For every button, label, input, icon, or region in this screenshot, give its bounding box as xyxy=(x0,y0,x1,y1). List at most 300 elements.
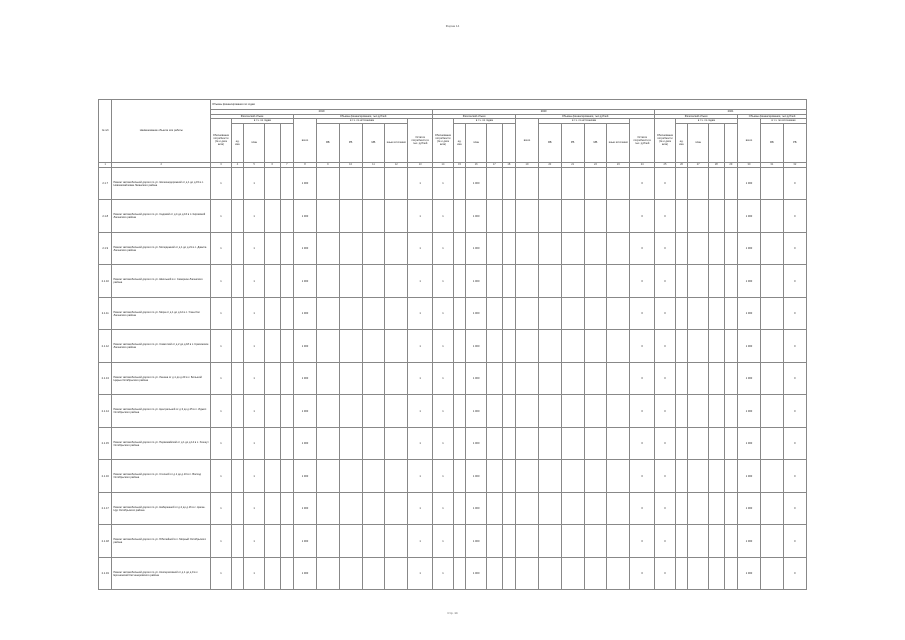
row-empty-cell xyxy=(487,330,503,363)
row-value-cell: 0 xyxy=(783,427,806,460)
row-empty-cell xyxy=(760,232,783,265)
row-value-cell: 1 000 xyxy=(738,492,761,525)
row-empty-cell xyxy=(724,265,737,298)
column-number-cell: 4 xyxy=(231,162,243,167)
row-empty-cell xyxy=(265,232,281,265)
row-empty-cell xyxy=(339,427,362,460)
row-empty-cell xyxy=(362,297,385,330)
row-value-cell: 1 xyxy=(408,395,433,428)
row-value-cell: 1 000 xyxy=(466,362,487,395)
row-value-cell: 0 xyxy=(783,265,806,298)
row-empty-cell xyxy=(688,557,709,590)
row-value-cell: 0 xyxy=(630,200,655,233)
physical-sub-2021: в т.ч. по годам xyxy=(675,119,737,124)
row-value-cell: 1 xyxy=(433,167,454,200)
row-value-cell: 1 xyxy=(211,525,232,558)
row-value-cell: 1 xyxy=(408,167,433,200)
row-empty-cell xyxy=(453,557,465,590)
cell-blank xyxy=(265,123,281,162)
row-empty-cell xyxy=(516,200,539,233)
year-header-2021: 2021 xyxy=(655,110,807,115)
row-value-cell: 1 xyxy=(433,297,454,330)
row-empty-cell xyxy=(607,330,630,363)
row-empty-cell xyxy=(724,427,737,460)
row-empty-cell xyxy=(502,492,515,525)
row-empty-cell xyxy=(231,297,243,330)
row-value-cell: 0 xyxy=(630,330,655,363)
row-value-cell: 1 000 xyxy=(466,460,487,493)
physical-sub-2020: в т.ч. по годам xyxy=(453,119,515,124)
row-value-cell: 1 xyxy=(244,167,265,200)
row-value-cell: 1 000 xyxy=(466,525,487,558)
row-empty-cell xyxy=(675,265,687,298)
table-row xyxy=(99,330,807,363)
row-empty-cell xyxy=(561,265,584,298)
row-value-cell: 0 xyxy=(783,362,806,395)
row-empty-cell xyxy=(280,525,293,558)
row-empty-cell xyxy=(724,167,737,200)
row-value-cell: 1 xyxy=(244,330,265,363)
ostatok-2020: Остаток потребности в тыс. рублей xyxy=(630,119,655,163)
row-value-cell: 0 xyxy=(630,297,655,330)
row-empty-cell xyxy=(231,330,243,363)
row-number-cell: 2.1.11 xyxy=(99,297,112,330)
column-number-cell: 30 xyxy=(738,162,761,167)
row-empty-cell xyxy=(280,330,293,363)
row-empty-cell xyxy=(688,395,709,428)
row-empty-cell xyxy=(385,395,408,428)
row-empty-cell xyxy=(385,330,408,363)
row-empty-cell xyxy=(339,395,362,428)
row-empty-cell xyxy=(760,460,783,493)
row-empty-cell xyxy=(280,427,293,460)
column-number-cell: 18 xyxy=(502,162,515,167)
row-empty-cell xyxy=(339,525,362,558)
row-empty-cell xyxy=(688,427,709,460)
row-name-cell: Ремонт автомобильной дороги по ул. Советской от д.2 до д.18 в с. Красинское Лаганского района xyxy=(112,330,211,363)
row-empty-cell xyxy=(453,330,465,363)
row-value-cell: 1 000 xyxy=(738,362,761,395)
row-value-cell: 1 xyxy=(211,265,232,298)
row-number-cell: 2.1.18 xyxy=(99,525,112,558)
row-empty-cell xyxy=(265,460,281,493)
table-row xyxy=(99,460,807,493)
other-2020: иные источники xyxy=(607,123,630,162)
column-number-cell: 12 xyxy=(385,162,408,167)
row-empty-cell xyxy=(561,395,584,428)
finance-title-2019: Объемы финансирования, тыс.рублей xyxy=(294,114,433,119)
row-value-cell: 0 xyxy=(630,362,655,395)
row-empty-cell xyxy=(453,492,465,525)
row-empty-cell xyxy=(265,265,281,298)
row-name-cell: Ремонт автомобильной дороги по ул. Степной от д.1 до д.10 в п. Восход Октябрьского района xyxy=(112,460,211,493)
row-empty-cell xyxy=(316,362,339,395)
row-value-cell: 1 xyxy=(408,427,433,460)
row-value-cell: 1 000 xyxy=(294,525,317,558)
row-value-cell: 1 000 xyxy=(294,427,317,460)
row-empty-cell xyxy=(339,492,362,525)
row-empty-cell xyxy=(316,200,339,233)
row-name-cell: Ремонт автомобильной дороги по ул. Кооперативной от д.1 до д.9 в с. Ергенинский Кетченеровского района xyxy=(112,557,211,590)
row-empty-cell xyxy=(231,557,243,590)
row-value-cell: 1 000 xyxy=(466,232,487,265)
row-empty-cell xyxy=(724,525,737,558)
row-empty-cell xyxy=(760,525,783,558)
row-value-cell: 1 000 xyxy=(738,460,761,493)
row-empty-cell xyxy=(362,265,385,298)
row-empty-cell xyxy=(584,232,607,265)
row-name-cell: Ремонт автомобильной дороги по ул. Молодежной от д.1 до д.21 в с. Джалга Лаганского района xyxy=(112,232,211,265)
rb-2019: РБ xyxy=(339,123,362,162)
year-header-2020: 2020 xyxy=(433,110,655,115)
row-empty-cell xyxy=(675,395,687,428)
row-empty-cell xyxy=(487,200,503,233)
row-number-cell: 2.1.12 xyxy=(99,330,112,363)
row-empty-cell xyxy=(487,167,503,200)
row-empty-cell xyxy=(584,265,607,298)
row-value-cell: 1 xyxy=(211,395,232,428)
column-number-cell: 10 xyxy=(339,162,362,167)
row-value-cell: 0 xyxy=(783,395,806,428)
row-empty-cell xyxy=(760,492,783,525)
row-name-cell: Ремонт автомобильной дороги по ул. Центральной от д.3 до д.25 в п. Иджил Октябрьского района xyxy=(112,395,211,428)
row-empty-cell xyxy=(502,167,515,200)
row-number-cell: 2.1.8 xyxy=(99,200,112,233)
row-value-cell: 1 000 xyxy=(294,330,317,363)
row-number-cell: 2.1.9 xyxy=(99,232,112,265)
plan-2019: план xyxy=(244,123,265,162)
row-empty-cell xyxy=(584,460,607,493)
row-value-cell: 0 xyxy=(783,297,806,330)
row-empty-cell xyxy=(280,460,293,493)
column-number-cell: 2 xyxy=(112,162,211,167)
rb-2021: РБ xyxy=(783,123,806,162)
row-empty-cell xyxy=(280,200,293,233)
row-empty-cell xyxy=(584,492,607,525)
row-empty-cell xyxy=(362,427,385,460)
column-number-cell: 9 xyxy=(316,162,339,167)
row-empty-cell xyxy=(502,265,515,298)
row-empty-cell xyxy=(316,265,339,298)
row-empty-cell xyxy=(675,362,687,395)
cell-blank xyxy=(709,123,725,162)
row-value-cell: 1 000 xyxy=(738,167,761,200)
row-empty-cell xyxy=(516,265,539,298)
row-empty-cell xyxy=(339,167,362,200)
row-value-cell: 1 xyxy=(211,200,232,233)
row-empty-cell xyxy=(502,232,515,265)
finance-sub-2020: в т.ч. по источникам xyxy=(538,119,629,124)
row-empty-cell xyxy=(675,167,687,200)
row-empty-cell xyxy=(584,362,607,395)
row-empty-cell xyxy=(607,167,630,200)
row-empty-cell xyxy=(502,330,515,363)
row-number-cell: 2.1.19 xyxy=(99,557,112,590)
row-empty-cell xyxy=(538,265,561,298)
row-empty-cell xyxy=(385,167,408,200)
row-value-cell: 1 000 xyxy=(294,232,317,265)
row-value-cell: 1 xyxy=(408,232,433,265)
row-empty-cell xyxy=(362,492,385,525)
row-empty-cell xyxy=(709,297,725,330)
row-empty-cell xyxy=(516,525,539,558)
row-empty-cell xyxy=(724,492,737,525)
row-empty-cell xyxy=(265,395,281,428)
row-value-cell: 1 xyxy=(433,330,454,363)
row-number-cell: 2.1.14 xyxy=(99,395,112,428)
row-empty-cell xyxy=(362,200,385,233)
fb-2020: ФБ xyxy=(538,123,561,162)
row-empty-cell xyxy=(316,297,339,330)
row-value-cell: 1 000 xyxy=(738,525,761,558)
row-empty-cell xyxy=(502,525,515,558)
row-value-cell: 1 000 xyxy=(294,460,317,493)
column-number-cell: 3 xyxy=(211,162,232,167)
row-value-cell: 1 xyxy=(408,362,433,395)
row-value-cell: 0 xyxy=(655,427,676,460)
row-value-cell: 0 xyxy=(783,557,806,590)
row-empty-cell xyxy=(561,200,584,233)
physical-sub-2019: в т.ч. по годам xyxy=(231,119,293,124)
row-empty-cell xyxy=(709,427,725,460)
physical-title-2021: Физический объем xyxy=(655,114,738,119)
row-value-cell: 0 xyxy=(630,460,655,493)
row-empty-cell xyxy=(675,297,687,330)
finance-sub-2021: в т.ч. по источникам xyxy=(760,119,806,124)
row-value-cell: 1 xyxy=(433,232,454,265)
row-empty-cell xyxy=(487,395,503,428)
column-number-cell: 27 xyxy=(688,162,709,167)
row-empty-cell xyxy=(607,395,630,428)
row-empty-cell xyxy=(688,167,709,200)
row-empty-cell xyxy=(265,167,281,200)
row-name-cell: Ремонт автомобильной дороги по ул. Садовой от д.4 до д.16 в п. Кировский Лаганского района xyxy=(112,200,211,233)
row-empty-cell xyxy=(339,232,362,265)
row-empty-cell xyxy=(688,362,709,395)
row-value-cell: 1 xyxy=(433,460,454,493)
row-empty-cell xyxy=(538,297,561,330)
row-empty-cell xyxy=(316,167,339,200)
row-empty-cell xyxy=(538,557,561,590)
row-empty-cell xyxy=(516,362,539,395)
row-empty-cell xyxy=(584,167,607,200)
row-value-cell: 1 xyxy=(244,525,265,558)
row-value-cell: 1 xyxy=(433,492,454,525)
row-value-cell: 1 xyxy=(244,297,265,330)
row-empty-cell xyxy=(231,200,243,233)
row-empty-cell xyxy=(516,232,539,265)
page-header-mark: Форма 14 xyxy=(445,24,460,28)
row-value-cell: 1 xyxy=(211,362,232,395)
row-empty-cell xyxy=(362,525,385,558)
row-empty-cell xyxy=(487,232,503,265)
row-value-cell: 1 xyxy=(244,460,265,493)
row-empty-cell xyxy=(675,557,687,590)
row-empty-cell xyxy=(339,330,362,363)
row-number-cell: 2.1.17 xyxy=(99,492,112,525)
row-value-cell: 1 000 xyxy=(738,297,761,330)
column-number-cell: 5 xyxy=(244,162,265,167)
column-number-cell: 26 xyxy=(675,162,687,167)
row-value-cell: 1 xyxy=(408,557,433,590)
row-empty-cell xyxy=(688,232,709,265)
row-value-cell: 0 xyxy=(655,297,676,330)
row-value-cell: 1 000 xyxy=(738,232,761,265)
row-value-cell: 1 xyxy=(211,297,232,330)
row-empty-cell xyxy=(561,297,584,330)
row-empty-cell xyxy=(675,330,687,363)
row-empty-cell xyxy=(231,395,243,428)
row-empty-cell xyxy=(538,525,561,558)
column-number-cell: 1 xyxy=(99,162,112,167)
row-empty-cell xyxy=(760,330,783,363)
row-empty-cell xyxy=(339,557,362,590)
column-number-cell: 31 xyxy=(760,162,783,167)
row-value-cell: 0 xyxy=(630,427,655,460)
row-value-cell: 0 xyxy=(655,362,676,395)
column-number-cell: 29 xyxy=(724,162,737,167)
row-empty-cell xyxy=(688,200,709,233)
row-empty-cell xyxy=(538,232,561,265)
row-empty-cell xyxy=(538,200,561,233)
row-value-cell: 0 xyxy=(630,232,655,265)
row-empty-cell xyxy=(487,460,503,493)
plan-2021: план xyxy=(688,123,709,162)
row-empty-cell xyxy=(561,525,584,558)
row-empty-cell xyxy=(265,362,281,395)
row-value-cell: 0 xyxy=(655,265,676,298)
row-value-cell: 1 000 xyxy=(294,297,317,330)
row-empty-cell xyxy=(339,460,362,493)
row-empty-cell xyxy=(316,557,339,590)
table-row xyxy=(99,427,807,460)
row-value-cell: 1 000 xyxy=(466,427,487,460)
row-name-cell: Ремонт автомобильной дороги по ул. Школьной в с. Северное Лаганского района xyxy=(112,265,211,298)
row-empty-cell xyxy=(280,557,293,590)
row-empty-cell xyxy=(502,427,515,460)
row-value-cell: 0 xyxy=(783,232,806,265)
row-empty-cell xyxy=(760,427,783,460)
fb-2019: ФБ xyxy=(316,123,339,162)
row-value-cell: 0 xyxy=(783,460,806,493)
row-empty-cell xyxy=(724,557,737,590)
row-value-cell: 1 000 xyxy=(466,200,487,233)
row-empty-cell xyxy=(385,557,408,590)
row-empty-cell xyxy=(709,460,725,493)
physical-title-2020: Физический объем xyxy=(433,114,516,119)
row-empty-cell xyxy=(231,167,243,200)
row-empty-cell xyxy=(760,167,783,200)
row-value-cell: 0 xyxy=(630,492,655,525)
column-number-cell: 19 xyxy=(516,162,539,167)
row-empty-cell xyxy=(453,232,465,265)
row-empty-cell xyxy=(607,362,630,395)
column-number-cell: 28 xyxy=(709,162,725,167)
row-empty-cell xyxy=(709,265,725,298)
row-empty-cell xyxy=(561,427,584,460)
row-name-cell: Ремонт автомобильной дороги по ул. Первомайской от д.1 до д.14 в с. Хошеут Октябрьского района xyxy=(112,427,211,460)
other-2019: иные источники xyxy=(385,123,408,162)
row-empty-cell xyxy=(584,525,607,558)
row-empty-cell xyxy=(760,265,783,298)
row-value-cell: 1 xyxy=(211,492,232,525)
row-value-cell: 0 xyxy=(630,167,655,200)
row-empty-cell xyxy=(561,330,584,363)
row-empty-cell xyxy=(538,460,561,493)
row-empty-cell xyxy=(316,460,339,493)
group-title-header: Объемы финансирования по годам xyxy=(211,100,807,110)
row-empty-cell xyxy=(362,232,385,265)
fb-2021: ФБ xyxy=(760,123,783,162)
finance-sub-2019: в т.ч. по источникам xyxy=(316,119,407,124)
row-empty-cell xyxy=(231,427,243,460)
row-value-cell: 0 xyxy=(655,492,676,525)
row-value-cell: 0 xyxy=(655,460,676,493)
column-number-cell: 6 xyxy=(265,162,281,167)
row-value-cell: 1 xyxy=(408,200,433,233)
row-empty-cell xyxy=(231,362,243,395)
vsego-2020: всего xyxy=(516,119,539,163)
mb-2019: МБ xyxy=(362,123,385,162)
row-empty-cell xyxy=(231,265,243,298)
row-value-cell: 0 xyxy=(630,265,655,298)
column-number-cell: 25 xyxy=(655,162,676,167)
row-empty-cell xyxy=(385,362,408,395)
row-value-cell: 1 000 xyxy=(738,265,761,298)
row-empty-cell xyxy=(584,330,607,363)
page-footer-mark: Стр. 14 xyxy=(447,611,458,615)
row-empty-cell xyxy=(709,492,725,525)
row-value-cell: 1 xyxy=(433,395,454,428)
row-empty-cell xyxy=(339,200,362,233)
column-number-cell: 15 xyxy=(453,162,465,167)
column-number-cell: 16 xyxy=(466,162,487,167)
table-row xyxy=(99,395,807,428)
row-value-cell: 1 000 xyxy=(738,200,761,233)
row-empty-cell xyxy=(487,297,503,330)
row-empty-cell xyxy=(607,265,630,298)
row-empty-cell xyxy=(453,395,465,428)
row-value-cell: 1 xyxy=(244,265,265,298)
row-value-cell: 1 000 xyxy=(466,557,487,590)
row-empty-cell xyxy=(265,297,281,330)
row-value-cell: 0 xyxy=(630,525,655,558)
table-row xyxy=(99,525,807,558)
row-empty-cell xyxy=(385,297,408,330)
row-value-cell: 1 xyxy=(244,232,265,265)
vsego-2019: всего xyxy=(294,119,317,163)
row-name-cell: Ремонт автомобильной дороги по ул. Ленина от д.1 до д.20 в с. Большой Царын Октябрьского района xyxy=(112,362,211,395)
row-empty-cell xyxy=(316,330,339,363)
row-value-cell: 1 xyxy=(244,557,265,590)
ed-2021: ед. изм. xyxy=(675,123,687,162)
row-empty-cell xyxy=(538,395,561,428)
row-empty-cell xyxy=(385,460,408,493)
col-name-header: Наименование объекта или работы xyxy=(112,100,211,163)
row-value-cell: 1 xyxy=(244,427,265,460)
row-empty-cell xyxy=(516,330,539,363)
row-empty-cell xyxy=(584,557,607,590)
row-empty-cell xyxy=(709,395,725,428)
row-empty-cell xyxy=(675,525,687,558)
physical-title-2019: Физический объем xyxy=(211,114,294,119)
row-empty-cell xyxy=(516,427,539,460)
row-empty-cell xyxy=(561,492,584,525)
row-value-cell: 1 000 xyxy=(466,330,487,363)
row-value-cell: 1 xyxy=(244,492,265,525)
row-empty-cell xyxy=(607,557,630,590)
row-empty-cell xyxy=(561,167,584,200)
